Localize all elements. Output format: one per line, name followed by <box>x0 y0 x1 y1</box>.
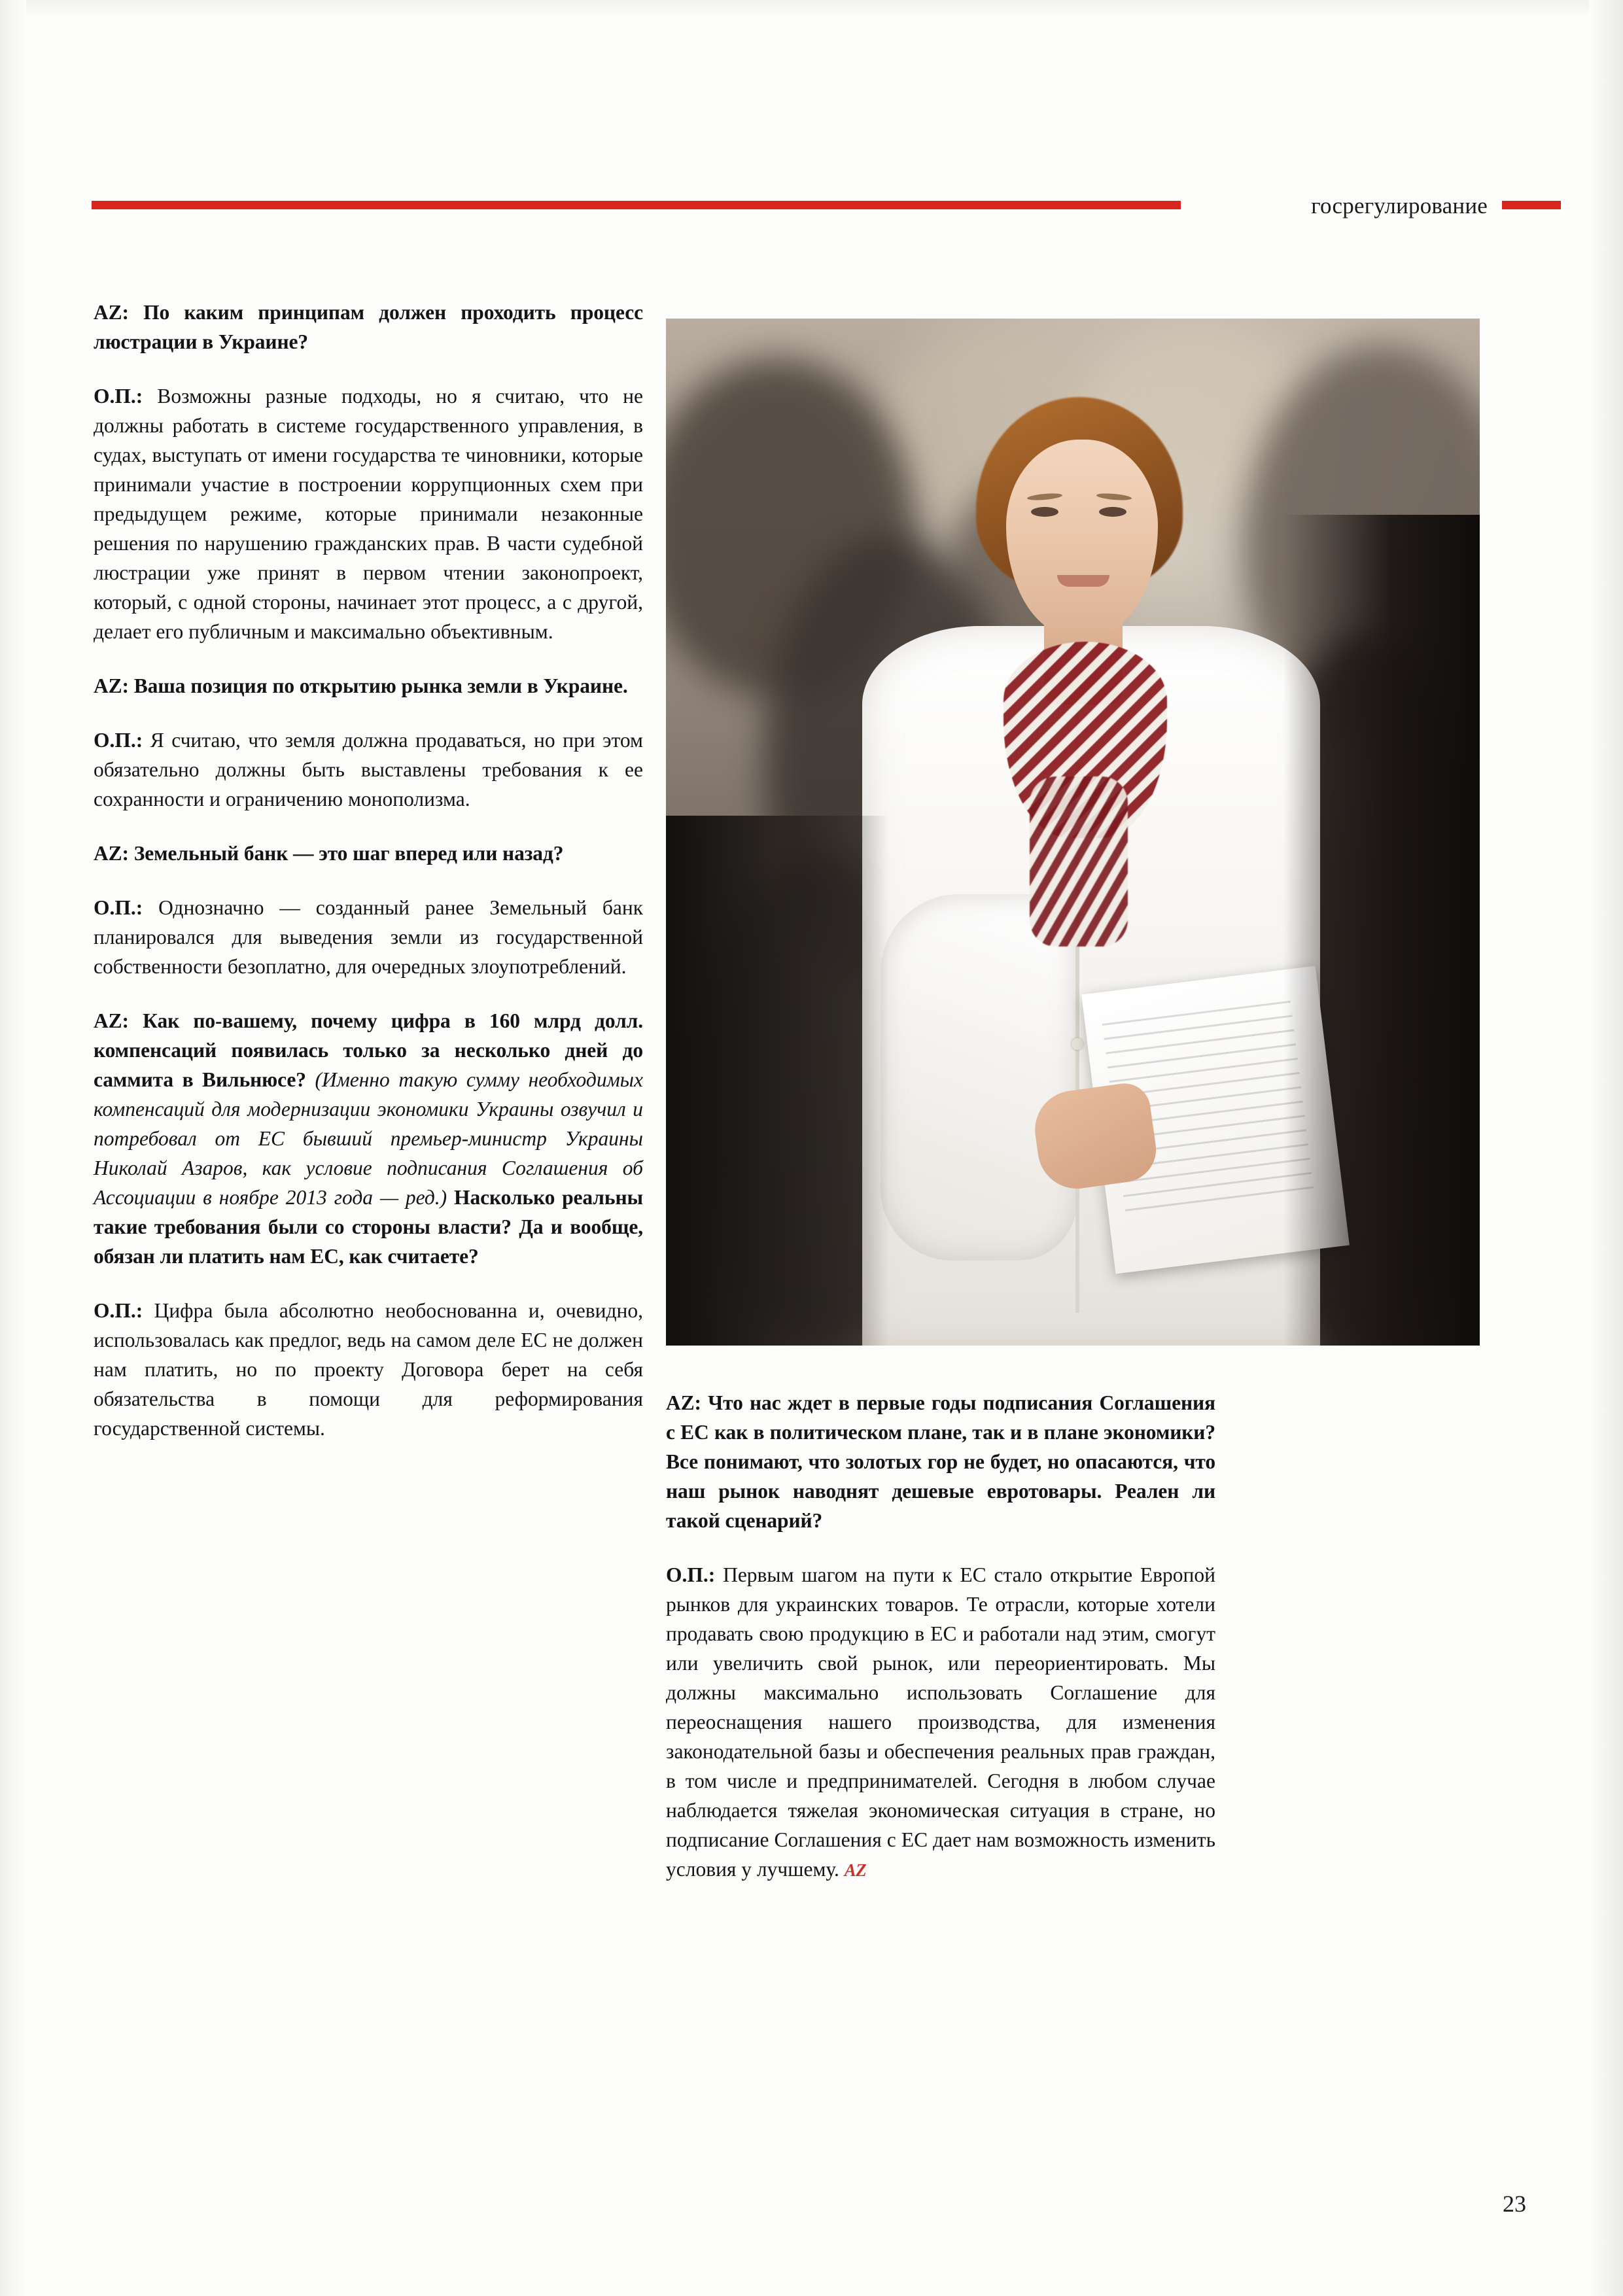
scan-edge-top <box>0 0 1623 17</box>
answer-lead: О.П.: <box>94 896 143 919</box>
answer-lead: О.П.: <box>666 1563 716 1586</box>
text-column-right <box>666 1388 1215 1885</box>
shirt-button <box>1072 1038 1083 1050</box>
question-paragraph: AZ: Что нас ждет в первые годы подписания Соглашения с ЕС как в политическом плане, так и в плане экономики? Все понимают, что золотых гор не будет, но опасаются, что наш рынок наводнят дешевые евротовары. Реален ли такой сценарий? <box>666 1391 1215 1532</box>
question-part-two: Насколько реальны такие требования были со стороны власти? Да и вообще, обязан ли платить нам ЕС, как считаете? <box>94 1186 643 1268</box>
answer-paragraph <box>94 1296 643 1443</box>
answer-body: Цифра была абсолютно необоснованна и, очевидно, использовалась как предлог, ведь на самом деле ЕС не должен нам платить, но по проекту Договора берет на себя обязательства в помощи для реформирования государственной системы. <box>94 1299 643 1440</box>
answer-body: Первым шагом на пути к ЕС стало открытие Европой рынков для украинских товаров. Те отрасли, которые хотели продавать свою продукцию в ЕС и работали над этим, смогут или увеличить свой рынок, или переориентировать. Мы должны максимально использовать Соглашение для переоснащения нашего производства, для изменения законодательной базы и обеспечения реальных прав граждан, в том числе и предпринимателей. Сегодня в любом случае наблюдается тяжелая экономическая ситуация в стране, но подписание Соглашения с ЕС дает нам возможность изменить условия у лучшему. <box>666 1563 1215 1881</box>
page-number: 23 <box>1503 2191 1526 2217</box>
answer-lead: О.П.: <box>94 385 143 408</box>
photo-vignette-right <box>1283 515 1480 1346</box>
scan-edge-left <box>0 0 26 2296</box>
subject-face <box>1006 440 1158 636</box>
running-header <box>92 193 1561 218</box>
answer-lead: О.П.: <box>94 729 143 752</box>
interview-photo <box>666 319 1480 1346</box>
answer-body: Однозначно — созданный ранее Земельный банк планировался для выведения земли из государственной собственности безоплатно, для очередных злоупотреблений. <box>94 896 643 978</box>
question-part-one: AZ: Как по-вашему, почему цифра в 160 млрд долл. компенсаций появилась только за несколько дней до саммита в Вильнюсе? <box>94 1009 643 1091</box>
question-paragraph: AZ: По каким принципам должен проходить процесс люстрации в Украине? <box>94 301 643 353</box>
subject-mouth <box>1057 575 1109 587</box>
header-rule-left <box>92 201 1181 209</box>
answer-paragraph <box>666 1560 1215 1885</box>
subject-scarf-tail <box>1030 776 1128 947</box>
answer-body: Возможны разные подходы, но я считаю, что не должны работать в системе государственного управления, в судах, выступать от имени государства те чиновники, которые принимали участие в построении коррупционных схем при предыдущем режиме, которые принимали незаконные решения по нарушению гражданских прав. В части судебной люстрации уже принят в первом чтении законопроект, который, с одной стороны, начинает этот процесс, а с другой, делает его публичным и максимально объективным. <box>94 385 643 643</box>
header-rule-right <box>1502 201 1561 209</box>
subject-eye <box>1031 507 1058 517</box>
answer-paragraph <box>94 381 643 646</box>
answer-body: Я считаю, что земля должна продаваться, но при этом обязательно должны быть выставлены требования к ее сохранности и ограничению монополизма. <box>94 729 643 810</box>
question-editor-note: (Именно такую сумму необходимых компенсаций для модернизации экономики Украины озвучил и потребовал от ЕС бывший премьер-министр Украины Николай Азаров, как условие подписания Соглашения об Ассоциации в ноябре 2013 года — ред.) <box>94 1068 643 1209</box>
answer-paragraph <box>94 725 643 814</box>
question-paragraph: AZ: Ваша позиция по открытию рынка земли в Украине. <box>94 674 628 697</box>
text-column-left <box>94 298 643 1443</box>
photo-vignette-left <box>666 816 888 1346</box>
subject-eye <box>1099 507 1126 517</box>
end-of-article-mark: AZ <box>844 1860 867 1880</box>
answer-paragraph <box>94 893 643 981</box>
scan-edge-right <box>1589 0 1623 2296</box>
question-paragraph-mixed <box>94 1006 643 1271</box>
question-paragraph: AZ: Земельный банк — это шаг вперед или назад? <box>94 842 564 865</box>
subject-sleeve <box>881 894 1077 1261</box>
section-kicker: госрегулирование <box>1311 193 1488 218</box>
answer-lead: О.П.: <box>94 1299 143 1322</box>
